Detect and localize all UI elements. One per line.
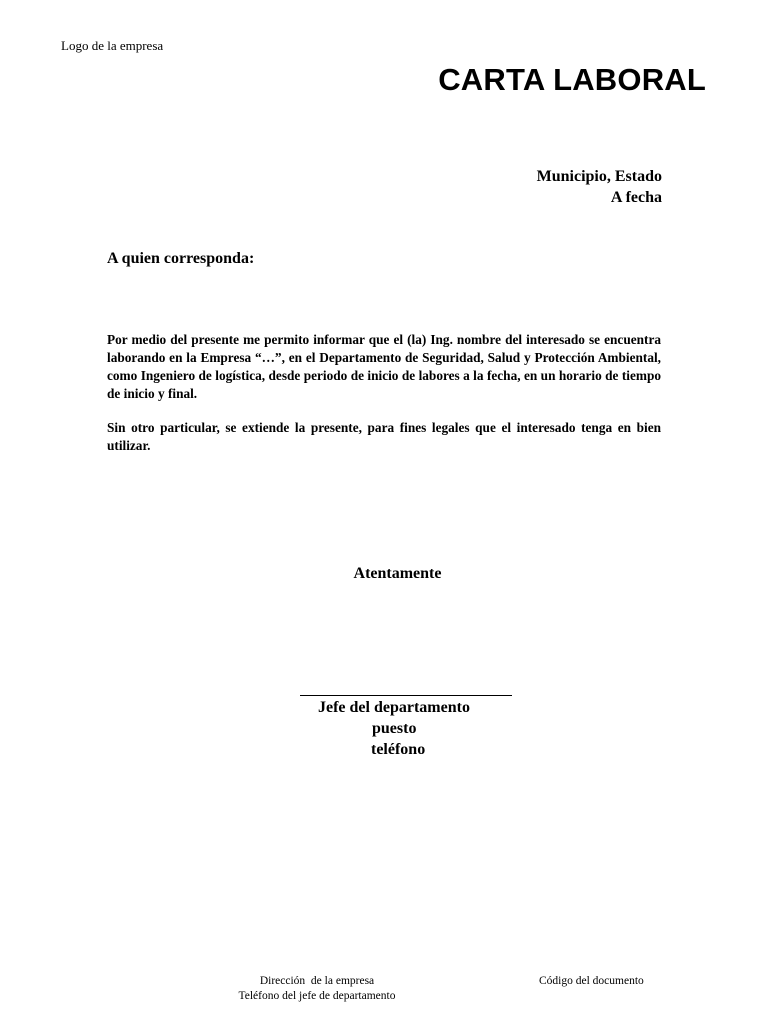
signer-name: Jefe del departamento (318, 699, 470, 716)
signature-line (300, 695, 512, 696)
signer-phone: teléfono (371, 741, 426, 758)
footer-document-code: Código del documento (539, 975, 644, 987)
body-paragraph-2: Sin otro particular, se extiende la presente, para fines legales que el interesado tenga en bien utilizar. (107, 420, 661, 453)
footer-phone: Teléfono del jefe de departamento (238, 990, 396, 1002)
body-paragraph-1: Por medio del presente me permito informar que el (la) Ing. nombre del interesado se encuentra laborando en la Empresa “…”, en el Departamento de Seguridad, Salud y Protección Ambiental, como Ingeniero de logística, desde periodo de inicio de labores a la fecha, en un horario de tiempo de inicio y final. (107, 332, 661, 401)
location-date-block (537, 166, 662, 208)
footer-contact (222, 974, 412, 1004)
footer-address: Dirección de la empresa (259, 975, 375, 987)
document-title: CARTA LABORAL (438, 62, 706, 97)
date-text: A fecha (610, 189, 662, 206)
place-text: Municipio, Estado (536, 168, 662, 185)
signer-position: puesto (372, 720, 417, 737)
company-logo-placeholder: Logo de la empresa (61, 38, 164, 53)
closing-text: Atentamente (353, 565, 442, 582)
letter-body (107, 331, 661, 471)
salutation: A quien corresponda: (107, 250, 255, 267)
signature-block (300, 697, 530, 760)
